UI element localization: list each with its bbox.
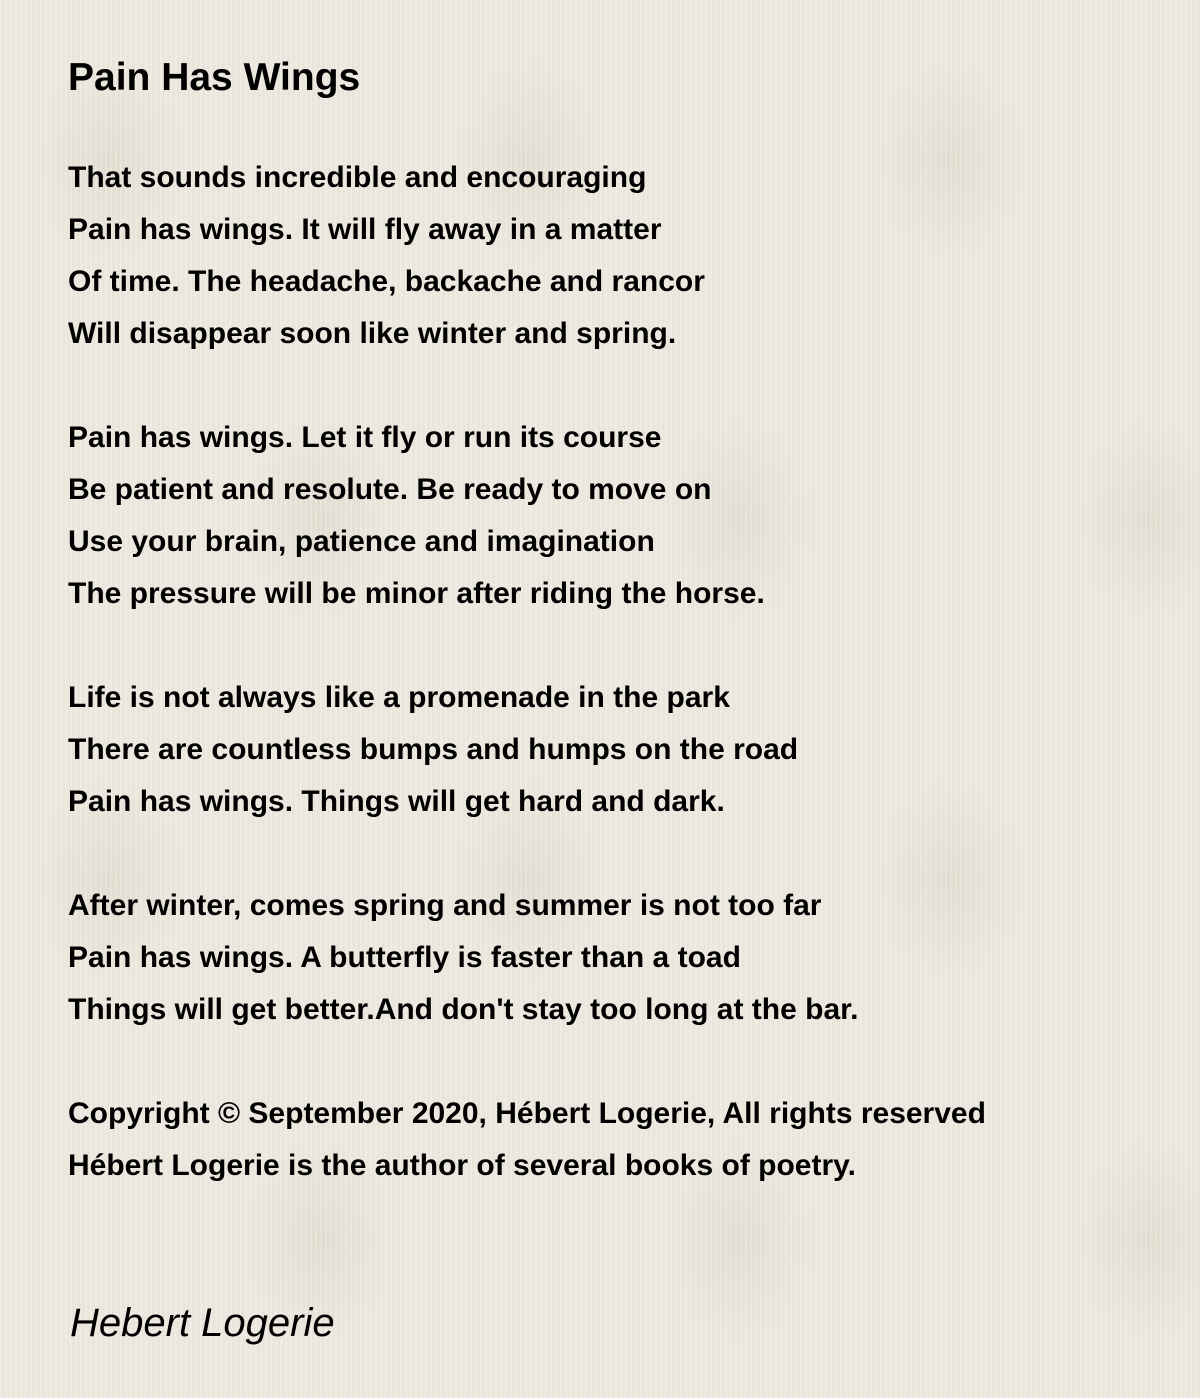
- poem-line: There are countless bumps and humps on the road: [68, 733, 799, 766]
- stanza: [68, 880, 1168, 1036]
- stanza: [68, 412, 1168, 620]
- poem-page: [68, 0, 1168, 1398]
- poem-line: That sounds incredible and encouraging: [68, 161, 647, 194]
- author-note: Hébert Logerie is the author of several books of poetry.: [68, 1149, 856, 1182]
- poem-title: Pain Has Wings: [68, 56, 361, 99]
- poem-body: [68, 152, 1168, 1244]
- poem-line: The pressure will be minor after riding the horse.: [68, 577, 765, 610]
- poem-line: Pain has wings. Let it fly or run its course: [68, 421, 662, 454]
- stanza: [68, 672, 1168, 828]
- poem-line: Will disappear soon like winter and spring.: [68, 317, 677, 350]
- poem-line: Of time. The headache, backache and rancor: [68, 265, 705, 298]
- poem-line: Life is not always like a promenade in the park: [68, 681, 730, 714]
- poet-name: Hebert Logerie: [70, 1301, 335, 1345]
- poem-line: Things will get better.And don't stay too long at the bar.: [68, 993, 859, 1026]
- copyright-line: Copyright © September 2020, Hébert Logerie, All rights reserved: [68, 1097, 986, 1130]
- poem-line: Use your brain, patience and imagination: [68, 525, 655, 558]
- poem-line: Pain has wings. Things will get hard and dark.: [68, 785, 725, 818]
- poem-line: Be patient and resolute. Be ready to move on: [68, 473, 712, 506]
- stanza: [68, 152, 1168, 360]
- copyright-block: [68, 1088, 1168, 1192]
- poem-line: Pain has wings. A butterfly is faster than a toad: [68, 941, 741, 974]
- poem-line: After winter, comes spring and summer is not too far: [68, 889, 822, 922]
- poem-line: Pain has wings. It will fly away in a matter: [68, 213, 662, 246]
